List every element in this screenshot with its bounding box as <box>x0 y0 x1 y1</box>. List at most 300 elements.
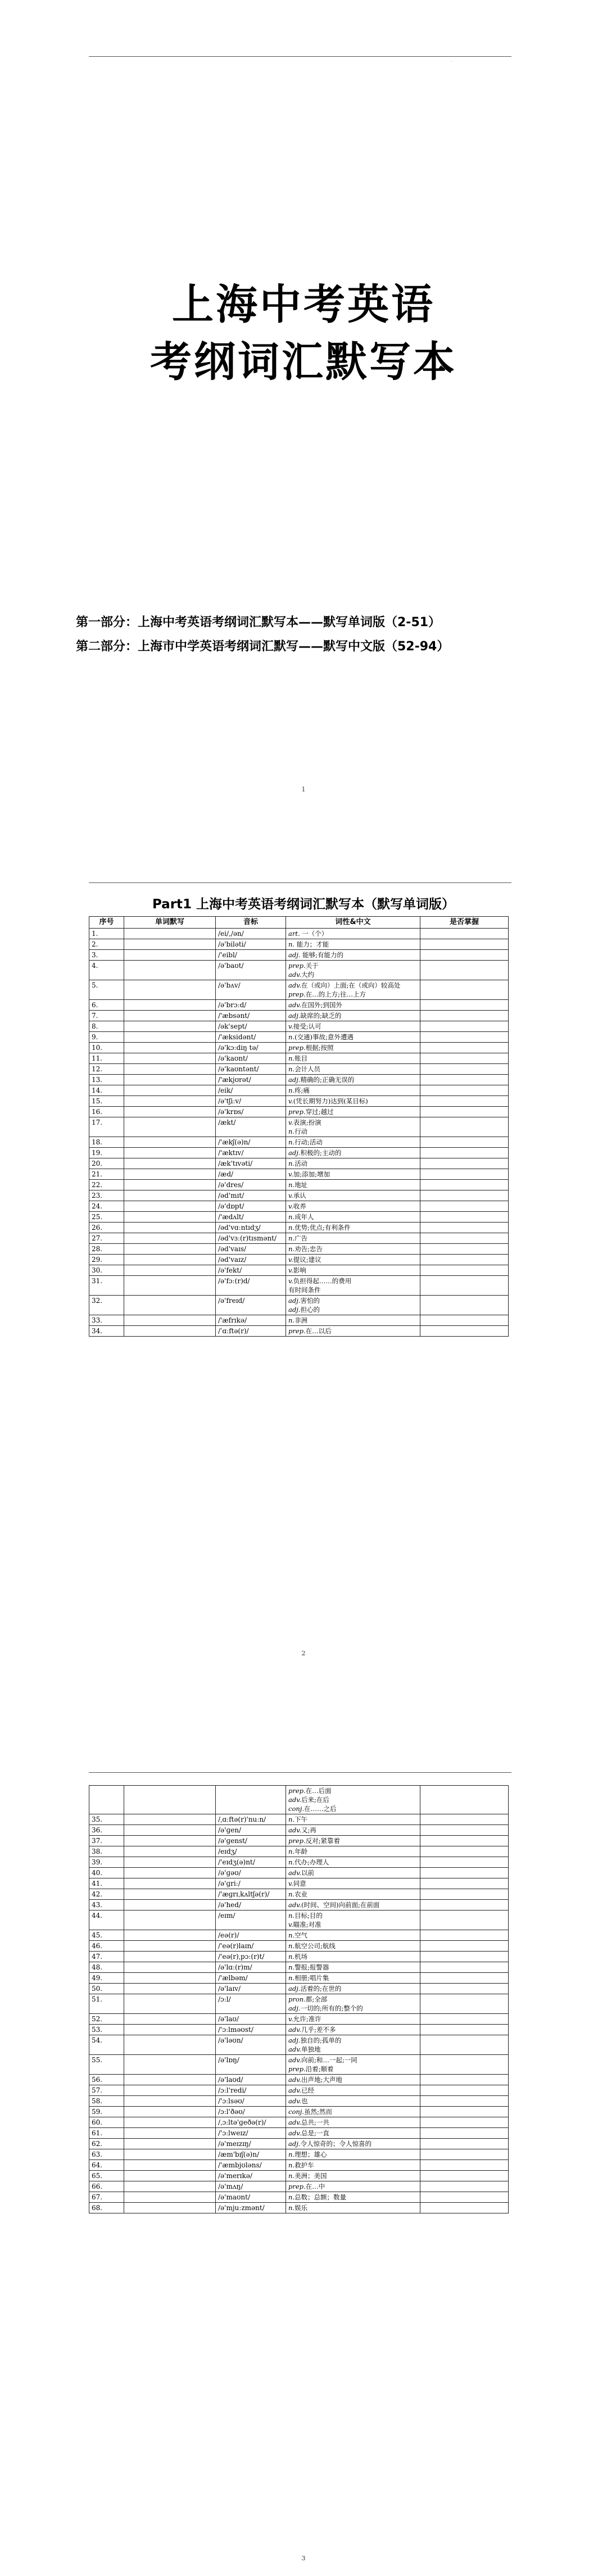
table-row <box>89 1857 509 1868</box>
word-dictation-cell[interactable] <box>124 2035 216 2055</box>
phonetic-cell: /ə'ɡenst/ <box>216 1836 286 1846</box>
word-dictation-cell[interactable] <box>124 1315 216 1326</box>
row-number: 14. <box>89 1085 124 1096</box>
row-number: 53. <box>89 2025 124 2035</box>
word-dictation-cell[interactable] <box>124 1900 216 1911</box>
mastered-cell[interactable] <box>420 1930 509 1941</box>
meaning-line <box>288 1022 418 1031</box>
meaning-line <box>288 1296 418 1305</box>
meaning-line <box>288 1148 418 1157</box>
chinese-meaning: 收养 <box>293 1202 306 1210</box>
mastered-cell[interactable] <box>420 1212 509 1223</box>
mastered-cell[interactable] <box>420 2160 509 2171</box>
meaning-line <box>288 950 418 959</box>
meaning-line <box>288 2025 418 2034</box>
mastered-cell[interactable] <box>420 1326 509 1337</box>
meaning-cell <box>286 1786 420 1814</box>
vocab-table <box>89 916 509 1337</box>
row-number: 24. <box>89 1201 124 1212</box>
word-dictation-cell[interactable] <box>124 1075 216 1085</box>
word-dictation-cell[interactable] <box>124 2085 216 2096</box>
meaning-cell <box>286 1846 420 1857</box>
table-row <box>89 1276 509 1296</box>
row-number: 9. <box>89 1032 124 1043</box>
mastered-cell[interactable] <box>420 1276 509 1296</box>
mastered-cell[interactable] <box>420 980 509 1000</box>
part-of-speech: n. <box>288 2172 295 2180</box>
word-dictation-cell[interactable] <box>124 1868 216 1878</box>
table-row <box>89 1085 509 1096</box>
mastered-cell[interactable] <box>420 1011 509 1021</box>
meaning-cell <box>286 939 420 950</box>
meaning-cell <box>286 2149 420 2160</box>
mastered-cell[interactable] <box>420 2075 509 2085</box>
part-of-speech: n. <box>288 2161 295 2169</box>
phonetic-cell: /ə'fɔː(r)d/ <box>216 1276 286 1296</box>
phonetic-cell: /ə'laʊd/ <box>216 2075 286 2085</box>
mastered-cell[interactable] <box>420 1941 509 1952</box>
word-dictation-cell[interactable] <box>124 1244 216 1255</box>
table-row <box>89 2139 509 2149</box>
phonetic-cell: /ə'kɔːdiŋ tə/ <box>216 1043 286 1053</box>
word-dictation-cell[interactable] <box>124 2025 216 2035</box>
word-dictation-cell[interactable] <box>124 1169 216 1180</box>
part-of-speech: v. <box>288 1880 293 1887</box>
mastered-cell[interactable] <box>420 1814 509 1825</box>
mastered-cell[interactable] <box>420 1878 509 1889</box>
word-dictation-cell[interactable] <box>124 1973 216 1984</box>
word-dictation-cell[interactable] <box>124 1984 216 1994</box>
phonetic-cell: /ə'dres/ <box>216 1180 286 1190</box>
row-number: 8. <box>89 1021 124 1032</box>
mastered-cell[interactable] <box>420 1137 509 1148</box>
chinese-meaning: 在……之后 <box>304 1805 337 1813</box>
part-of-speech: n. <box>288 1054 295 1062</box>
part-of-speech: v. <box>288 1256 293 1264</box>
phonetic-cell: /ə'kaʊntənt/ <box>216 1064 286 1075</box>
phonetic-cell: /'ækjʊrət/ <box>216 1075 286 1085</box>
meaning-cell <box>286 2035 420 2055</box>
phonetic-cell: /əd'vaɪs/ <box>216 1244 286 1255</box>
mastered-cell[interactable] <box>420 1085 509 1096</box>
mastered-cell[interactable] <box>420 2025 509 2035</box>
word-dictation-cell[interactable] <box>124 2139 216 2149</box>
mastered-cell[interactable] <box>420 1911 509 1930</box>
word-dictation-cell[interactable] <box>124 2014 216 2025</box>
row-number: 31. <box>89 1276 124 1296</box>
table-row <box>89 1053 509 1064</box>
row-number: 2. <box>89 939 124 950</box>
word-dictation-cell[interactable] <box>124 1941 216 1952</box>
phonetic-cell: /'ɔːlweɪz/ <box>216 2128 286 2139</box>
mastered-cell[interactable] <box>420 1043 509 1053</box>
chinese-meaning: 年龄 <box>295 1848 308 1855</box>
meaning-line <box>288 1973 418 1982</box>
table-row <box>89 1889 509 1900</box>
mastered-cell[interactable] <box>420 2085 509 2096</box>
word-dictation-cell[interactable] <box>124 2055 216 2075</box>
mastered-cell[interactable] <box>420 1053 509 1064</box>
mastered-cell[interactable] <box>420 1000 509 1011</box>
word-dictation-cell[interactable] <box>124 2171 216 2181</box>
phonetic-cell: /ækt/ <box>216 1117 286 1137</box>
word-dictation-cell[interactable] <box>124 2192 216 2203</box>
meaning-line <box>288 1138 418 1147</box>
mastered-cell[interactable] <box>420 1032 509 1043</box>
part-of-speech: n. <box>288 1234 295 1242</box>
word-dictation-cell[interactable] <box>124 2075 216 2085</box>
mastered-cell[interactable] <box>420 1265 509 1276</box>
mastered-cell[interactable] <box>420 1201 509 1212</box>
meaning-line <box>288 1075 418 1084</box>
chinese-meaning: 提议;建议 <box>293 1256 321 1264</box>
chinese-meaning: 单独地 <box>301 2045 321 2053</box>
mastered-cell[interactable] <box>420 2035 509 2055</box>
mastered-cell[interactable] <box>420 1962 509 1973</box>
row-number: 18. <box>89 1137 124 1148</box>
word-dictation-cell[interactable] <box>124 1326 216 1337</box>
row-number: 57. <box>89 2085 124 2096</box>
phonetic-cell: /ə'lɒŋ/ <box>216 2055 286 2075</box>
row-number: 60. <box>89 2117 124 2128</box>
word-dictation-cell[interactable] <box>124 1857 216 1868</box>
word-dictation-cell[interactable] <box>124 1212 216 1223</box>
mastered-cell[interactable] <box>420 1190 509 1201</box>
part-of-speech: n. <box>288 1912 295 1919</box>
mastered-cell[interactable] <box>420 1973 509 1984</box>
word-dictation-cell[interactable] <box>124 2160 216 2171</box>
toc-item-1[interactable]: 第一部分：上海中考英语考纲词汇默写本——默写单词版（2-51） <box>76 615 441 630</box>
word-dictation-cell[interactable] <box>124 1117 216 1137</box>
word-dictation-cell[interactable] <box>124 1053 216 1064</box>
part-of-speech: n. <box>288 1086 295 1094</box>
word-dictation-cell[interactable] <box>124 1096 216 1107</box>
meaning-cell <box>286 1085 420 1096</box>
row-number: 47. <box>89 1952 124 1962</box>
word-dictation-cell[interactable] <box>124 1786 216 1814</box>
part-of-speech: adv. <box>288 971 302 979</box>
part-of-speech: adv. <box>288 2076 302 2084</box>
phonetic-cell: /ə'meɪzɪŋ/ <box>216 2139 286 2149</box>
word-dictation-cell[interactable] <box>124 1148 216 1158</box>
word-dictation-cell[interactable] <box>124 1265 216 1276</box>
word-dictation-cell[interactable] <box>124 2203 216 2213</box>
word-dictation-cell[interactable] <box>124 1137 216 1148</box>
mastered-cell[interactable] <box>420 2107 509 2117</box>
word-dictation-cell[interactable] <box>124 2181 216 2192</box>
meaning-line <box>288 2045 418 2054</box>
table-row <box>89 1814 509 1825</box>
mastered-cell[interactable] <box>420 1889 509 1900</box>
meaning-line <box>288 929 418 938</box>
meaning-cell <box>286 1075 420 1085</box>
word-dictation-cell[interactable] <box>124 1994 216 2014</box>
phonetic-cell: /ə'lɑː(r)m/ <box>216 1962 286 1973</box>
word-dictation-cell[interactable] <box>124 2117 216 2128</box>
word-dictation-cell[interactable] <box>124 929 216 939</box>
mastered-cell[interactable] <box>420 1075 509 1085</box>
table-row <box>89 939 509 950</box>
word-dictation-cell[interactable] <box>124 1836 216 1846</box>
meaning-cell <box>286 1148 420 1158</box>
chinese-meaning: 美洲；美国 <box>295 2172 327 2180</box>
mastered-cell[interactable] <box>420 1255 509 1265</box>
mastered-cell[interactable] <box>420 1233 509 1244</box>
mastered-cell[interactable] <box>420 1868 509 1878</box>
word-dictation-cell[interactable] <box>124 950 216 961</box>
word-dictation-cell[interactable] <box>124 1814 216 1825</box>
word-dictation-cell[interactable] <box>124 1911 216 1930</box>
meaning-cell <box>286 1180 420 1190</box>
meaning-cell <box>286 1930 420 1941</box>
meaning-cell <box>286 1107 420 1117</box>
phonetic-cell: /ə'krɒs/ <box>216 1107 286 1117</box>
cover-small-mark: · <box>451 60 452 64</box>
row-number: 42. <box>89 1889 124 1900</box>
meaning-cell <box>286 1043 420 1053</box>
word-dictation-cell[interactable] <box>124 1011 216 1021</box>
chinese-meaning: 精确的;正确无误的 <box>300 1076 355 1084</box>
part-of-speech: v. <box>288 2015 293 2023</box>
mastered-cell[interactable] <box>420 1244 509 1255</box>
table-row <box>89 2085 509 2096</box>
row-number: 44. <box>89 1911 124 1930</box>
mastered-cell[interactable] <box>420 929 509 939</box>
part-of-speech: n. <box>288 1816 295 1823</box>
chinese-meaning: 警报;报警器 <box>295 1963 329 1971</box>
chinese-meaning: 娱乐 <box>295 2204 308 2212</box>
chinese-meaning: 农业 <box>295 1890 308 1898</box>
table-row <box>89 2203 509 2213</box>
word-dictation-cell[interactable] <box>124 1952 216 1962</box>
row-number: 25. <box>89 1212 124 1223</box>
meaning-line <box>288 1191 418 1200</box>
word-dictation-cell[interactable] <box>124 1930 216 1941</box>
mastered-cell[interactable] <box>420 2117 509 2128</box>
word-dictation-cell[interactable] <box>124 2149 216 2160</box>
part-of-speech: adv. <box>288 1001 302 1009</box>
table-row <box>89 2149 509 2160</box>
word-dictation-cell[interactable] <box>124 939 216 950</box>
word-dictation-cell[interactable] <box>124 1064 216 1075</box>
chinese-meaning: 有时间条件 <box>288 1286 321 1294</box>
meaning-line <box>288 1316 418 1325</box>
meaning-line <box>288 1000 418 1009</box>
part-of-speech: adj. <box>288 1306 301 1314</box>
mastered-cell[interactable] <box>420 1296 509 1315</box>
mastered-cell[interactable] <box>420 1117 509 1137</box>
word-dictation-cell[interactable] <box>124 1201 216 1212</box>
meaning-cell <box>286 1190 420 1201</box>
meaning-line <box>288 2004 418 2013</box>
phonetic-cell: /ə'bʌv/ <box>216 980 286 1000</box>
chinese-meaning: 关于 <box>305 962 319 970</box>
meaning-cell <box>286 1000 420 1011</box>
mastered-cell[interactable] <box>420 2096 509 2107</box>
row-number: 35. <box>89 1814 124 1825</box>
mastered-cell[interactable] <box>420 1846 509 1857</box>
part-of-speech: v. <box>288 1277 293 1285</box>
mastered-cell[interactable] <box>420 2203 509 2213</box>
page-number: 3 <box>301 2555 306 2562</box>
word-dictation-cell[interactable] <box>124 1107 216 1117</box>
table-row <box>89 1984 509 1994</box>
row-number <box>89 1786 124 1814</box>
meaning-line <box>288 1836 418 1845</box>
part-of-speech: adv. <box>288 2026 302 2034</box>
phonetic-cell: /ə'brɔːd/ <box>216 1000 286 1011</box>
table-row <box>89 1836 509 1846</box>
row-number: 68. <box>89 2203 124 2213</box>
word-dictation-cell[interactable] <box>124 1878 216 1889</box>
mastered-cell[interactable] <box>420 2055 509 2075</box>
mastered-cell[interactable] <box>420 1857 509 1868</box>
mastered-cell[interactable] <box>420 1223 509 1233</box>
meaning-cell <box>286 1233 420 1244</box>
meaning-line <box>288 1804 418 1813</box>
mastered-cell[interactable] <box>420 1952 509 1962</box>
word-dictation-cell[interactable] <box>124 1085 216 1096</box>
mastered-cell[interactable] <box>420 2171 509 2181</box>
chinese-meaning: 地址 <box>295 1181 308 1189</box>
word-dictation-cell[interactable] <box>124 2128 216 2139</box>
phonetic-cell: /'eibl/ <box>216 950 286 961</box>
meaning-line <box>288 2075 418 2084</box>
mastered-cell[interactable] <box>420 950 509 961</box>
word-dictation-cell[interactable] <box>124 1962 216 1973</box>
word-dictation-cell[interactable] <box>124 1255 216 1265</box>
word-dictation-cell[interactable] <box>124 2096 216 2107</box>
cover-page <box>0 0 607 832</box>
word-dictation-cell[interactable] <box>124 1276 216 1296</box>
meaning-cell <box>286 1265 420 1276</box>
row-number: 7. <box>89 1011 124 1021</box>
part-of-speech: prep. <box>288 1787 306 1795</box>
word-dictation-cell[interactable] <box>124 2107 216 2117</box>
meaning-line <box>288 940 418 949</box>
mastered-cell[interactable] <box>420 1021 509 1032</box>
mastered-cell[interactable] <box>420 1984 509 1994</box>
mastered-cell[interactable] <box>420 1064 509 1075</box>
meaning-cell <box>286 1825 420 1836</box>
chinese-meaning: 负担得起……的费用 <box>293 1277 352 1285</box>
phonetic-cell: /'ælbəm/ <box>216 1973 286 1984</box>
mastered-cell[interactable] <box>420 2139 509 2149</box>
word-dictation-cell[interactable] <box>124 1032 216 1043</box>
meaning-cell <box>286 2025 420 2035</box>
row-number: 50. <box>89 1984 124 1994</box>
word-dictation-cell[interactable] <box>124 1223 216 1233</box>
chinese-meaning: 在国外;到国外 <box>301 1001 342 1009</box>
word-dictation-cell[interactable] <box>124 1000 216 1011</box>
mastered-cell[interactable] <box>420 1169 509 1180</box>
row-number: 23. <box>89 1190 124 1201</box>
table-row <box>89 1137 509 1148</box>
part-of-speech: n. <box>288 1316 295 1324</box>
mastered-cell[interactable] <box>420 2181 509 2192</box>
meaning-cell <box>286 2075 420 2085</box>
mastered-cell[interactable] <box>420 961 509 980</box>
part-of-speech: adv. <box>288 981 302 989</box>
mastered-cell[interactable] <box>420 2014 509 2025</box>
phonetic-cell: /æm'bɪʃ(ə)n/ <box>216 2149 286 2160</box>
part-of-speech: adj. <box>288 2140 301 2148</box>
table-row <box>89 1244 509 1255</box>
chinese-meaning: 出声地;大声地 <box>301 2076 342 2084</box>
word-dictation-cell[interactable] <box>124 1846 216 1857</box>
word-dictation-cell[interactable] <box>124 1889 216 1900</box>
part-of-speech: adj. <box>288 1985 301 1993</box>
table-row <box>89 1190 509 1201</box>
part-of-speech: n. <box>288 1890 295 1898</box>
mastered-cell[interactable] <box>420 1158 509 1169</box>
chinese-meaning: 代办;办理人 <box>295 1858 329 1866</box>
mastered-cell[interactable] <box>420 2128 509 2139</box>
table-row <box>89 1315 509 1326</box>
chinese-meaning: 活动 <box>295 1160 308 1167</box>
mastered-cell[interactable] <box>420 1786 509 1814</box>
word-dictation-cell[interactable] <box>124 1190 216 1201</box>
toc-item-2[interactable]: 第二部分：上海市中学英语考纲词汇默写——默写中文版（52-94） <box>76 640 450 654</box>
phonetic-cell: /ə'ləʊn/ <box>216 2035 286 2055</box>
meaning-cell <box>286 1117 420 1137</box>
mastered-cell[interactable] <box>420 1107 509 1117</box>
meaning-cell <box>286 1878 420 1889</box>
table-row <box>89 2025 509 2035</box>
meaning-cell <box>286 1889 420 1900</box>
word-dictation-cell[interactable] <box>124 1296 216 1315</box>
mastered-cell[interactable] <box>420 1148 509 1158</box>
word-dictation-cell[interactable] <box>124 980 216 1000</box>
meaning-line <box>288 2118 418 2127</box>
chinese-meaning: 在…后面 <box>305 1787 332 1795</box>
phonetic-cell: /'eə(r)laɪn/ <box>216 1941 286 1952</box>
word-dictation-cell[interactable] <box>124 1180 216 1190</box>
mastered-cell[interactable] <box>420 939 509 950</box>
meaning-cell <box>286 2128 420 2139</box>
word-dictation-cell[interactable] <box>124 1233 216 1244</box>
mastered-cell[interactable] <box>420 1096 509 1107</box>
phonetic-cell: /'æɡrɪˌkʌltʃə(r)/ <box>216 1889 286 1900</box>
word-dictation-cell[interactable] <box>124 1021 216 1032</box>
table-row <box>89 2160 509 2171</box>
word-dictation-cell[interactable] <box>124 1043 216 1053</box>
word-dictation-cell[interactable] <box>124 1158 216 1169</box>
mastered-cell[interactable] <box>420 1836 509 1846</box>
mastered-cell[interactable] <box>420 1825 509 1836</box>
mastered-cell[interactable] <box>420 1180 509 1190</box>
phonetic-cell: /əd'mɪt/ <box>216 1190 286 1201</box>
row-number: 11. <box>89 1053 124 1064</box>
vocab-page-2 <box>0 832 607 1703</box>
mastered-cell[interactable] <box>420 2149 509 2160</box>
phonetic-cell: /'ædʌlt/ <box>216 1212 286 1223</box>
mastered-cell[interactable] <box>420 1315 509 1326</box>
meaning-cell <box>286 1096 420 1107</box>
phonetic-cell: /əd'vɜː(r)tɪsmənt/ <box>216 1233 286 1244</box>
mastered-cell[interactable] <box>420 2192 509 2203</box>
mastered-cell[interactable] <box>420 1994 509 2014</box>
table-row <box>89 2055 509 2075</box>
word-dictation-cell[interactable] <box>124 961 216 980</box>
word-dictation-cell[interactable] <box>124 1825 216 1836</box>
part-of-speech: conj. <box>288 1805 304 1813</box>
chinese-meaning: (凭长期努力)达到(某目标) <box>293 1097 368 1105</box>
phonetic-cell: /ˈɑːftə(r)/ <box>216 1326 286 1337</box>
meaning-cell <box>286 1169 420 1180</box>
mastered-cell[interactable] <box>420 1900 509 1911</box>
phonetic-cell: /ə'laɪv/ <box>216 1984 286 1994</box>
